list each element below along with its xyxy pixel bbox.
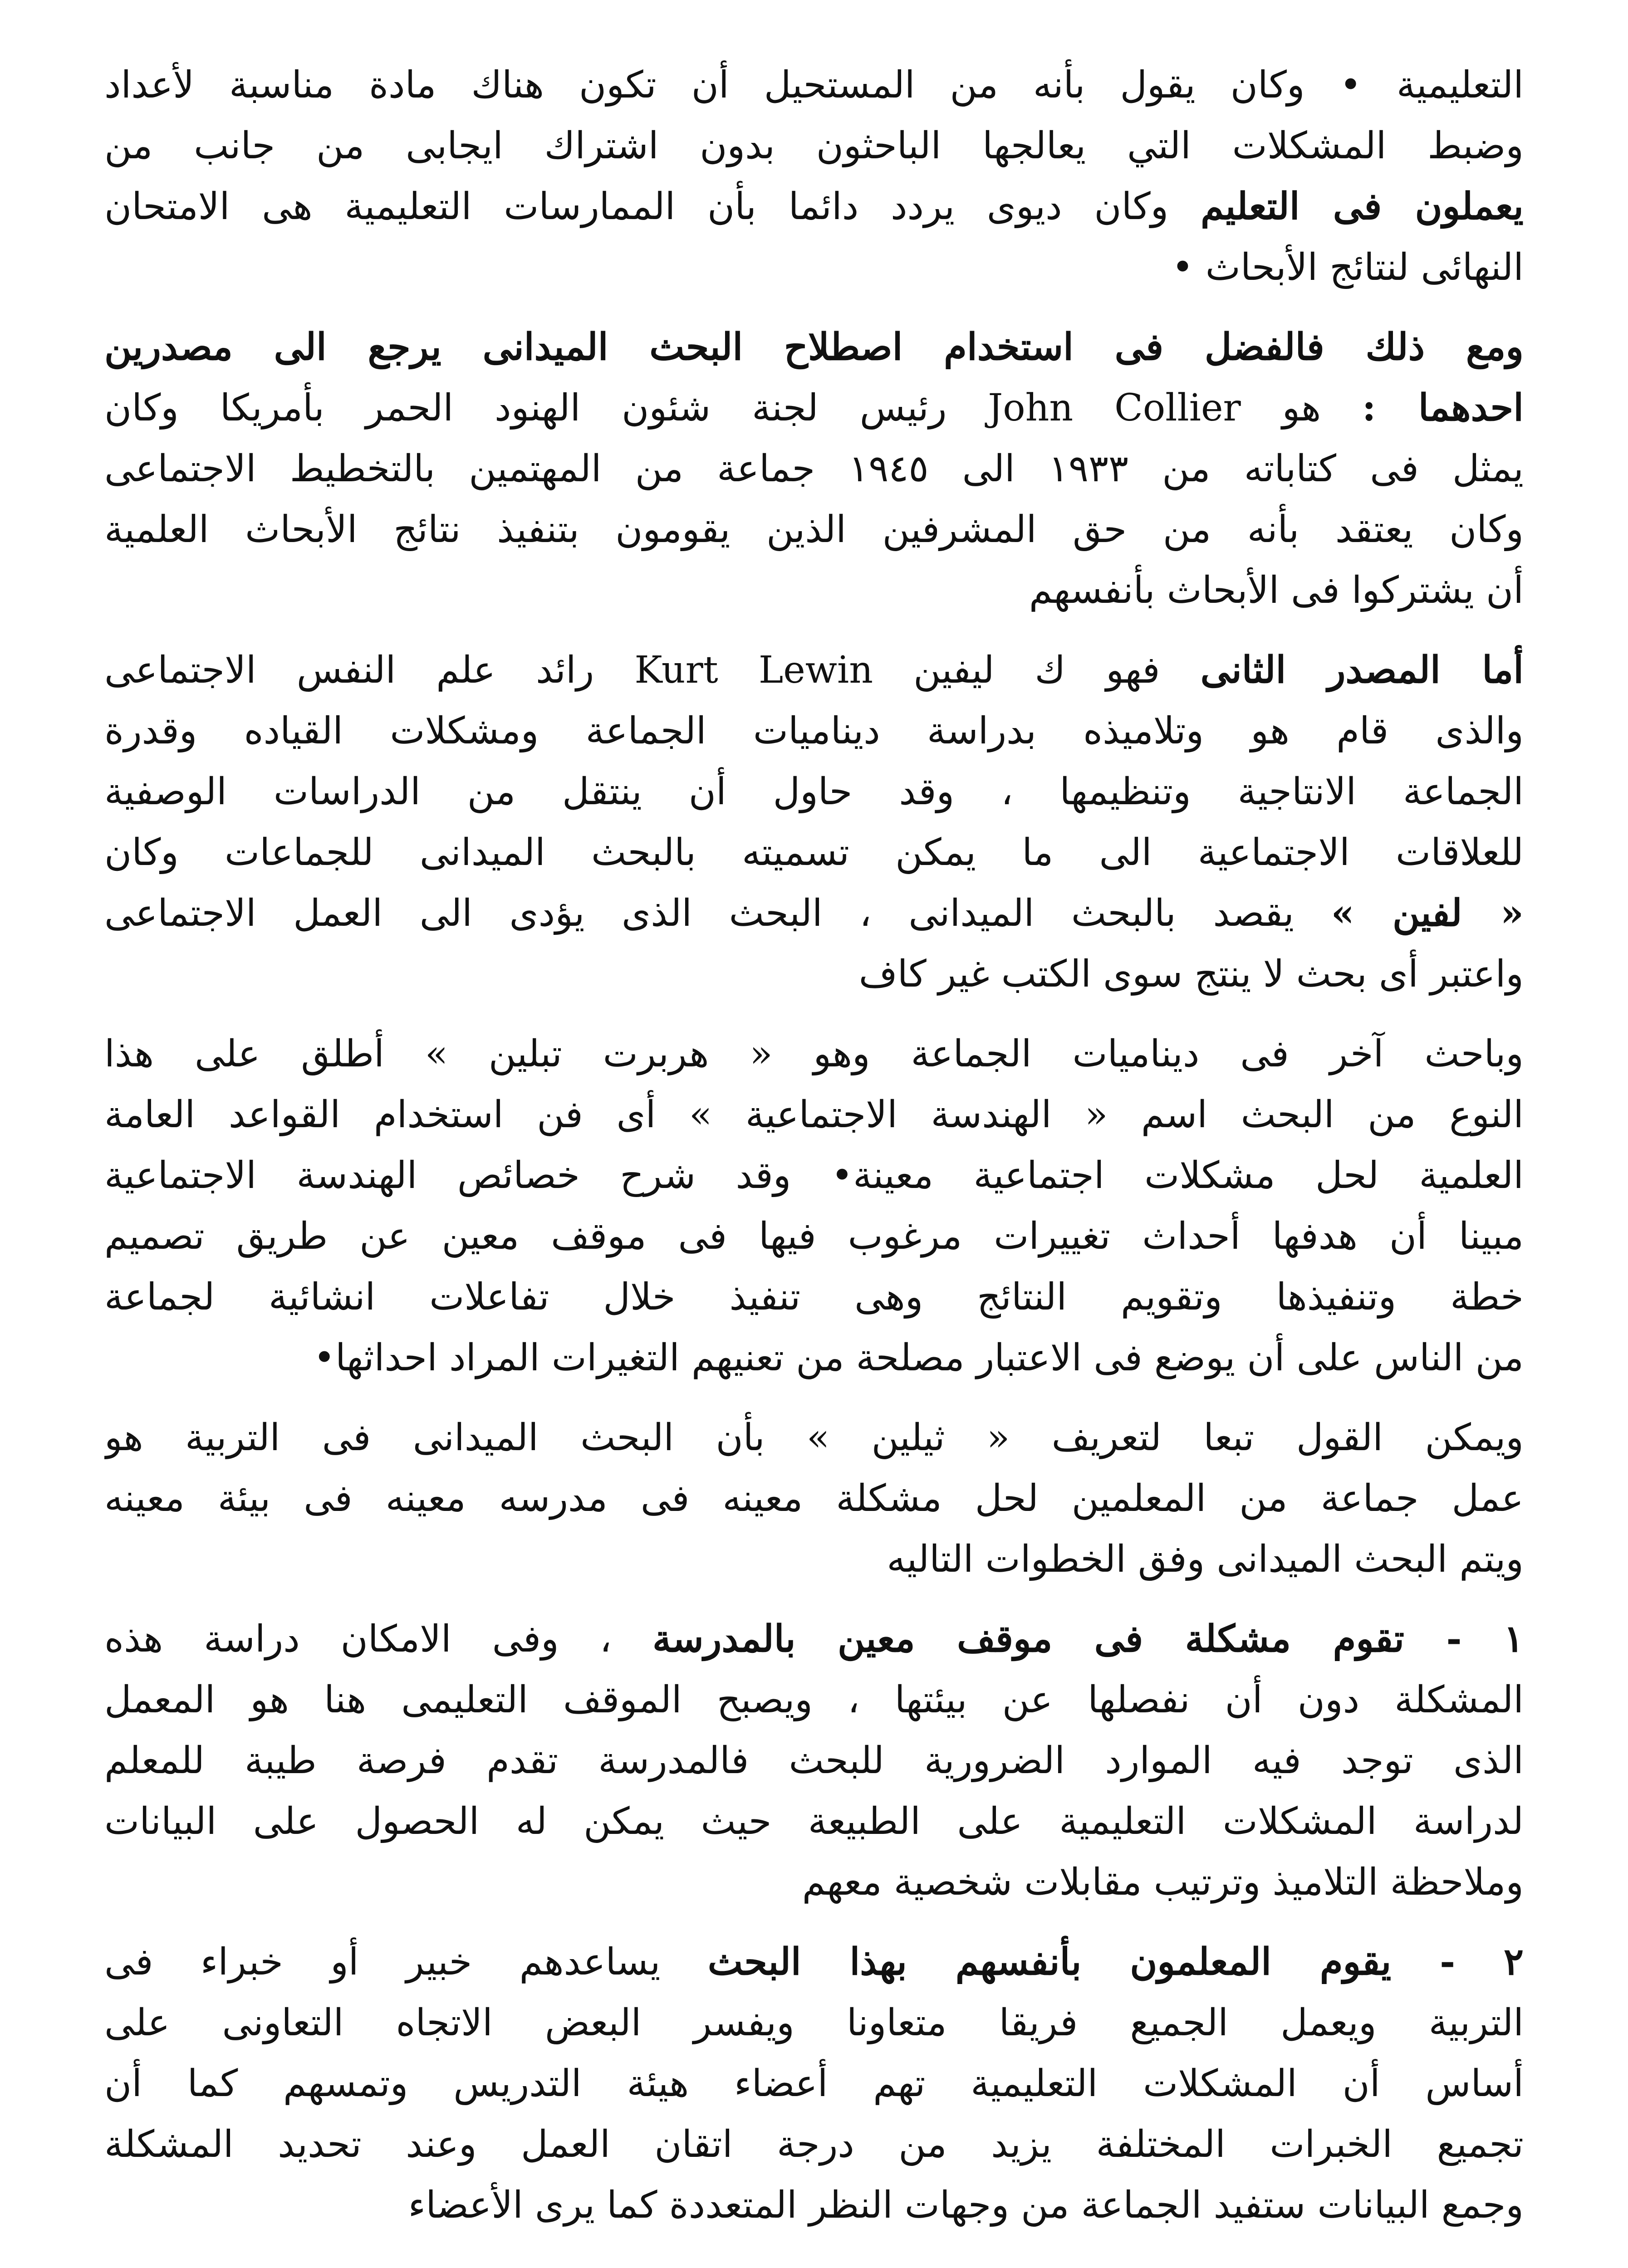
regular-text: النهائى لنتائج الأبحاث • [1172,246,1524,289]
text-line [104,1266,1524,1327]
text-line [104,115,1524,176]
text-line [104,1931,1524,1992]
bold-text: ومع ذلك فالفضل فى استخدام اصطلاح البحث الميدانى يرجع الى مصدرين [104,325,1524,369]
text-line [104,237,1524,298]
text-line [104,438,1524,499]
regular-text: وجمع البيانات ستفيد الجماعة من وجهات النظر المتعددة كما يرى الأعضاء [408,2184,1524,2227]
text-line [104,1206,1524,1266]
regular-text: يقصد بالبحث الميدانى ، البحث الذى يؤدى الى العمل الاجتماعى [104,892,1331,935]
text-line [104,761,1524,822]
regular-text: وضبط المشكلات التي يعالجها الباحثون بدون اشتراك ايجابى من جانب من [104,124,1524,167]
regular-text: المشكلة دون أن نفصلها عن بيئتها ، ويصبح الموقف التعليمى هنا هو المعمل [104,1678,1524,1721]
paragraph [104,1608,1524,1912]
regular-text: الذى توجد فيه الموارد الضرورية للبحث فالمدرسة تقدم فرصة طيبة للمعلم [104,1739,1524,1782]
paragraph [104,640,1524,1004]
text-line [104,2114,1524,2175]
text-line [104,176,1524,237]
paragraph [104,317,1524,621]
text-line [104,1407,1524,1468]
text-line [104,943,1524,1004]
text-line [104,1669,1524,1730]
regular-text: ويمكن القول تبعا لتعريف « ثيلين » بأن البحث الميدانى فى التربية هو [104,1416,1524,1459]
text-line [104,560,1524,621]
regular-text: وملاحظة التلاميذ وترتيب مقابلات شخصية معهم [802,1861,1524,1904]
bold-text: أما المصدر الثانى [1200,648,1524,692]
text-line [104,1023,1524,1084]
text-line [104,499,1524,560]
text-line [104,883,1524,943]
regular-text: وكان يعتقد بأنه من حق المشرفين الذين يقومون بتنفيذ نتائج الأبحاث العلمية [104,508,1524,551]
regular-text: تجميع الخبرات المختلفة يزيد من درجة اتقان العمل وعند تحديد المشكلة [104,2123,1524,2166]
paragraph [104,1023,1524,1388]
text-line [104,1529,1524,1589]
regular-text: لدراسة المشكلات التعليمية على الطبيعة حيث يمكن له الحصول على البيانات [104,1800,1524,1843]
regular-text: التعليمية • وكان يقول بأنه من المستحيل أن تكون هناك مادة مناسبة لأعداد [104,64,1524,107]
text-line [104,2175,1524,2235]
regular-text: فهو ك ليفين Kurt Lewin رائد علم النفس الاجتماعى [104,649,1201,692]
text-line [104,317,1524,377]
regular-text: خطة وتنفيذها وتقويم النتائج وهى تنفيذ خلال تفاعلات انشائية لجماعة [104,1276,1524,1319]
regular-text: ويتم البحث الميدانى وفق الخطوات التاليه [887,1538,1524,1581]
regular-text: والذى قام هو وتلاميذه بدراسة ديناميات الجماعة ومشكلات القياده وقدرة [104,709,1524,753]
bold-text: ٢ - يقوم المعلمون بأنفسهم بهذا البحث [707,1940,1524,1984]
bold-text: احدهما : [1362,386,1524,430]
text-line [104,1468,1524,1529]
regular-text: يمثل فى كتاباته من ١٩٣٣ الى ١٩٤٥ جماعة من المهتمين بالتخطيط الاجتماعى [104,447,1524,490]
text-body [104,54,1524,2235]
regular-text: عمل جماعة من المعلمين لحل مشكلة معينه فى مدرسه معينه فى بيئة معينه [104,1477,1524,1520]
regular-text: أساس أن المشكلات التعليمية تهم أعضاء هيئة التدريس وتمسهم كما أن [104,2062,1524,2105]
bold-text: « لفين » [1331,891,1524,935]
regular-text: يساعدهم خبير أو خبراء فى [104,1941,708,1984]
paragraph [104,1407,1524,1589]
text-line [104,700,1524,761]
text-line [104,1084,1524,1145]
bold-text: يعملون فى التعليم [1200,185,1524,228]
regular-text: للعلاقات الاجتماعية الى ما يمكن تسميته بالبحث الميدانى للجماعات وكان [104,831,1524,874]
paragraph [104,54,1524,298]
text-line [104,640,1524,700]
regular-text: مبينا أن هدفها أحداث تغييرات مرغوب فيها فى موقف معين عن طريق تصميم [104,1215,1524,1258]
text-line [104,1327,1524,1388]
regular-text: وباحث آخر فى ديناميات الجماعة وهو « هربرت تبلين » أطلق على هذا [104,1032,1524,1075]
text-line [104,1608,1524,1669]
text-line [104,2053,1524,2114]
text-line [104,1992,1524,2053]
regular-text: وكان ديوى يردد دائما بأن الممارسات التعليمية هى الامتحان [104,185,1201,228]
text-line [104,1145,1524,1206]
regular-text: ، وفى الامكان دراسة هذه [104,1618,653,1661]
text-line [104,1852,1524,1912]
regular-text: هو John Collier رئيس لجنة شئون الهنود الحمر بأمريكا وكان [104,386,1363,430]
text-line [104,1791,1524,1852]
regular-text: النوع من البحث اسم « الهندسة الاجتماعية » أى فن استخدام القواعد العامة [104,1093,1524,1136]
paragraph [104,1931,1524,2235]
text-line [104,1730,1524,1791]
regular-text: التربية ويعمل الجميع فريقا متعاونا ويفسر البعض الاتجاه التعاونى على [104,2001,1524,2044]
text-line [104,54,1524,115]
regular-text: أن يشتركوا فى الأبحاث بأنفسهم [1029,569,1524,612]
regular-text: الجماعة الانتاجية وتنظيمها ، وقد حاول أن ينتقل من الدراسات الوصفية [104,770,1524,813]
regular-text: واعتبر أى بحث لا ينتج سوى الكتب غير كاف [858,953,1524,996]
bold-text: ١ - تقوم مشكلة فى موقف معين بالمدرسة [652,1617,1524,1661]
regular-text: العلمية لحل مشكلات اجتماعية معينة• وقد شرح خصائص الهندسة الاجتماعية [104,1154,1524,1197]
text-line [104,822,1524,883]
regular-text: من الناس على أن يوضع فى الاعتبار مصلحة من تعنيهم التغيرات المراد احداثها• [313,1336,1524,1379]
text-line [104,377,1524,438]
